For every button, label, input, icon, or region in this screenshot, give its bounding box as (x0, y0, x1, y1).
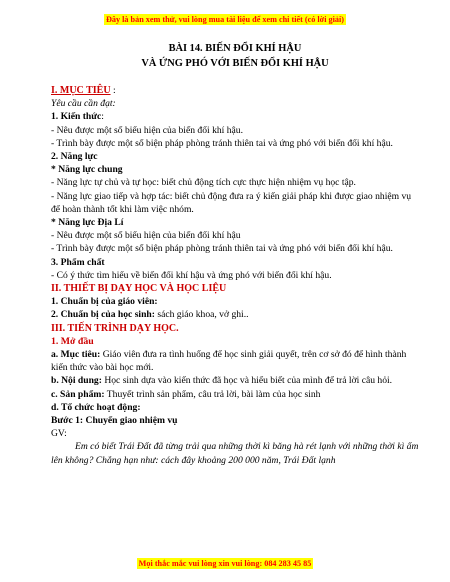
lesson-title: BÀI 14. BIẾN ĐỔI KHÍ HẬU (168, 43, 302, 54)
general-competency-heading: * Năng lực chung (51, 164, 123, 176)
quality-item: - Có ý thức tìm hiểu về biến đổi khí hậu và ứng phó với biến đổi khí hậu. (51, 269, 332, 281)
objective-paragraph: a. Mục tiêu: Giáo viên đưa ra tình huống để học sinh giải quyết, trên cơ sở đó để hình thành kiến thức vào bài học mới. (51, 349, 407, 374)
opening-heading: 1. Mở đầu (51, 335, 94, 347)
knowledge-item: - Trình bày được một số biện pháp phòng tránh thiên tai và ứng phó với biến đổi khí hậu. (51, 137, 393, 149)
section-heading-objectives: I. MỤC TIÊU : (51, 85, 116, 96)
activity-heading: d. Tổ chức hoạt động: (51, 401, 141, 413)
teacher-prep: 1. Chuẩn bị của giáo viên: (51, 296, 158, 308)
quality-heading: 3. Phẩm chất (51, 256, 105, 268)
lesson-subtitle: VÀ ỨNG PHÓ VỚI BIẾN ĐỔI KHÍ HẬU (141, 57, 329, 69)
geography-competency-heading: * Năng lực Địa Lí (51, 217, 124, 229)
section-heading-process: III. TIẾN TRÌNH DẠY HỌC. (51, 322, 179, 334)
contact-banner: Mọi thắc mắc vui lòng xin vui lòng: 084 283 45 85 (138, 559, 312, 568)
competency-heading: 2. Năng lực (51, 151, 98, 163)
teacher-label: GV: (51, 428, 67, 440)
student-prep: 2. Chuẩn bị của học sinh: sách giáo khoa, vở ghi.. (51, 309, 249, 321)
step-heading: Bước 1: Chuyển giao nhiệm vụ (51, 415, 178, 427)
knowledge-heading: 1. Kiến thức: (51, 111, 104, 123)
competency-item: - Nêu được một số biểu hiện của biến đổi khí hậu (51, 230, 241, 242)
document-body (51, 42, 419, 467)
question-paragraph: Em có biết Trái Đất đã từng trải qua những thời kì băng hà rét lạnh với những thời kì ấm lên không? Chẳng hạn như: cách đây khoảng 200 000 năm, Trái Đất lạnh (51, 441, 419, 466)
competency-item: - Trình bày được một số biện pháp phòng tránh thiên tai và ứng phó với biến đổi khí hậu. (51, 243, 393, 255)
competency-item: - Năng lực tự chủ và tự học: biết chủ động tích cực thực hiện nhiệm vụ học tập. (51, 177, 356, 189)
knowledge-item: - Nêu được một số biểu hiện của biến đổi khí hậu. (51, 124, 243, 136)
preview-banner: Đây là bản xem thử, vui lòng mua tài liệu để xem chi tiết (có lời giải) (105, 15, 344, 24)
content-paragraph: b. Nội dung: Học sinh dựa vào kiến thức đã học và hiểu biết của mình để trả lời câu hỏi. (51, 375, 393, 387)
requirements-label: Yêu cầu cần đạt: (51, 98, 116, 110)
competency-item: - Năng lực giao tiếp và hợp tác: biết chủ động đưa ra ý kiến giải pháp khi được giao nhiệm vụ để hoàn thành tốt khi làm việc nhóm. (51, 190, 412, 215)
section-heading-equipment: II. THIẾT BỊ DẠY HỌC VÀ HỌC LIỆU (51, 283, 227, 295)
product-paragraph: c. Sản phẩm: Thuyết trình sản phẩm, câu trả lời, bài làm của học sinh (51, 388, 321, 400)
